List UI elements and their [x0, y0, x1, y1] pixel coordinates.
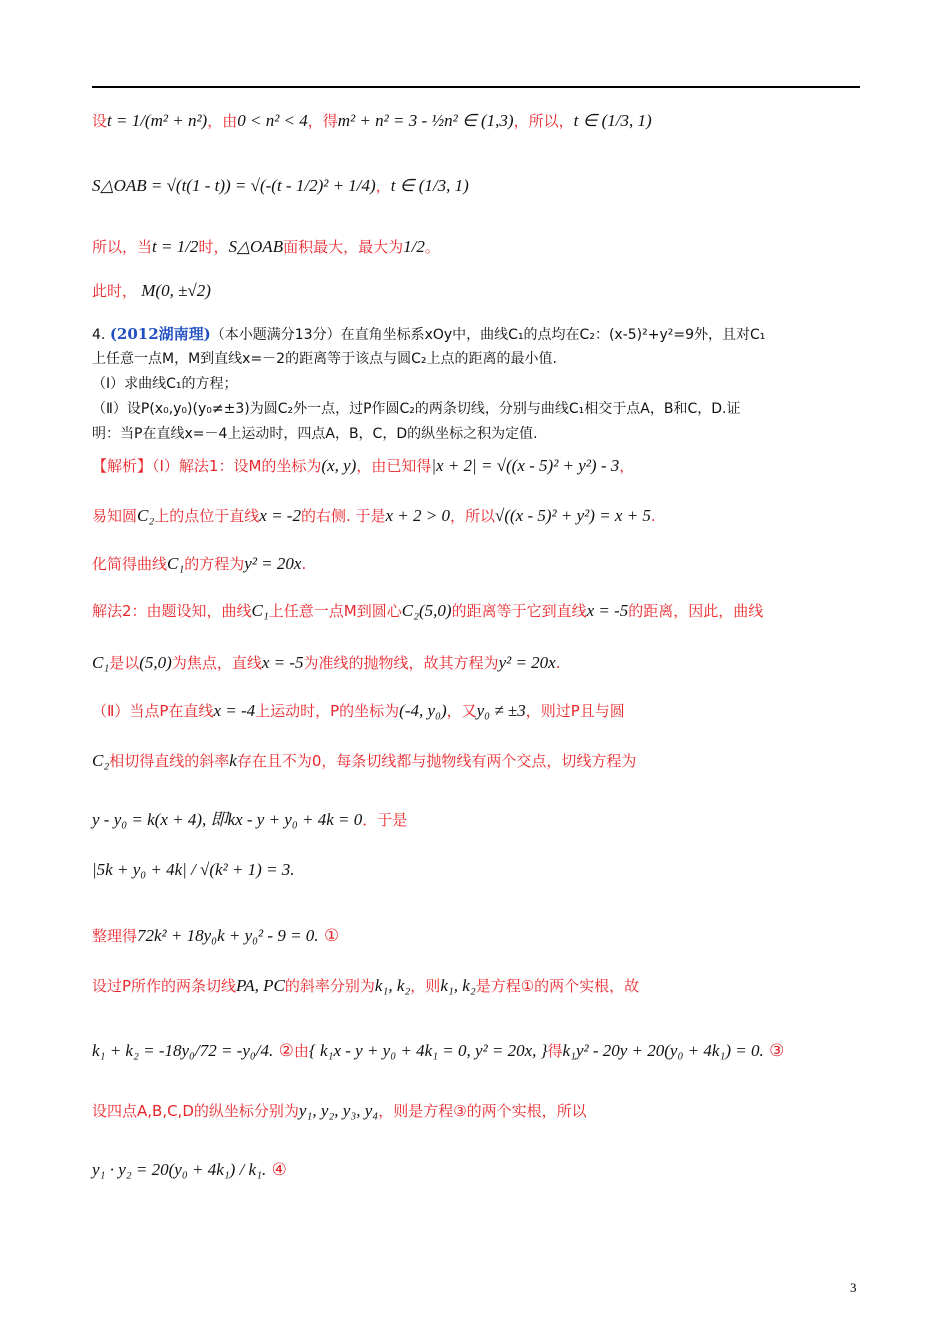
math-expression: y² = 20x — [244, 554, 302, 573]
text-line — [92, 750, 636, 771]
math-expression: C₁ — [92, 653, 110, 672]
text-segment: . — [555, 654, 561, 672]
math-expression: t = 1/2 — [152, 237, 199, 256]
math-expression: C₂(5,0) — [401, 601, 452, 620]
text-segment: . — [301, 555, 307, 573]
text-segment: 上的点位于直线 — [154, 507, 260, 525]
text-segment: 4. — [92, 327, 110, 343]
math-expression: t ∈ (1/3, 1) — [573, 111, 652, 130]
math-expression: 1/2 — [403, 237, 425, 256]
math-expression: { k₁x - y + y₀ + 4k₁ = 0, y² = 20x, } — [308, 1041, 548, 1060]
math-expression: k — [229, 751, 237, 770]
text-segment: 得 — [547, 1042, 563, 1060]
text-segment: 面积最大，最大为 — [283, 238, 404, 256]
text-segment: （Ⅱ）当点P在直线 — [92, 702, 214, 720]
text-segment: 时， — [198, 238, 229, 256]
text-segment: ，由已知得 — [356, 457, 432, 475]
text-segment: 【解析】（Ⅰ）解法1：设M的坐标为 — [92, 457, 322, 475]
text-segment: ② — [273, 1041, 294, 1061]
text-segment: 是方程①的两个实根，故 — [475, 977, 640, 995]
math-expression: (5,0) — [139, 653, 172, 672]
text-segment: 整理得 — [92, 927, 138, 945]
text-line — [92, 110, 652, 131]
text-segment: ，所以， — [513, 112, 574, 130]
math-expression: x + 2 > 0 — [385, 506, 451, 525]
math-expression: k₁ + k₂ = -18y₀/72 = -y₀/4. — [92, 1041, 274, 1060]
text-segment: 所以，当 — [92, 238, 153, 256]
text-segment: ，得 — [307, 112, 338, 130]
text-segment: ，又 — [446, 702, 477, 720]
text-segment: 易知圆 — [92, 507, 138, 525]
text-segment: ③ — [763, 1041, 785, 1061]
text-segment: 相切得直线的斜率 — [109, 752, 230, 770]
text-segment: ， — [619, 457, 635, 475]
math-expression: S△OAB = √(t(1 - t)) = √(-(t - 1/2)² + 1/4) — [92, 176, 376, 195]
math-expression: PA, PC — [236, 976, 285, 995]
math-expression: √((x - 5)² + y²) = x + 5 — [495, 506, 651, 525]
math-expression: C₂ — [92, 751, 110, 770]
text-segment: 的距离等于它到直线 — [451, 602, 587, 620]
text-line — [92, 175, 469, 196]
text-segment: ， — [375, 177, 391, 195]
text-line — [92, 455, 634, 476]
text-line — [92, 553, 306, 574]
text-segment: 的方程为 — [184, 555, 245, 573]
text-segment: ．于是 — [362, 811, 408, 829]
math-expression: 0 < n² < 4 — [237, 111, 308, 130]
text-line — [92, 1160, 287, 1180]
text-line — [92, 925, 339, 946]
text-line — [92, 423, 538, 443]
text-segment: 存在且不为0，每条切线都与抛物线有两个交点，切线方程为 — [236, 752, 637, 770]
text-segment: 解法2：由题设知，曲线 — [92, 602, 252, 620]
text-segment: 的右侧. 于是 — [300, 507, 386, 525]
text-line — [92, 236, 440, 257]
math-expression: t ∈ (1/3, 1) — [390, 176, 469, 195]
text-line — [92, 280, 211, 301]
math-expression: M(0, ±√2) — [137, 281, 211, 300]
text-segment: （Ⅱ）设P(x₀,y₀)(y₀≠±3)为圆C₂外一点，过P作圆C₂的两条切线，分别与曲线C₁相交于点A，B和C，D.证 — [92, 401, 741, 417]
text-segment: （本小题满分13分）在直角坐标系xOy中，曲线C₁的点均在C₂：(x-5)²+y²=9外，且对C₁ — [210, 327, 766, 343]
text-segment: ④ — [266, 1160, 287, 1180]
text-segment: ，则 — [410, 977, 441, 995]
math-expression: C₁ — [251, 601, 269, 620]
math-expression: y - y₀ = k(x + 4), 即kx - y + y₀ + 4k = 0 — [92, 810, 363, 829]
text-segment: 上运动时，P的坐标为 — [255, 702, 400, 720]
text-line — [92, 323, 765, 344]
text-line — [92, 975, 639, 996]
math-expression: k₁, k₂ — [374, 976, 411, 995]
text-segment: 化简得曲线 — [92, 555, 168, 573]
text-line — [92, 1100, 587, 1121]
text-segment: 为准线的抛物线，故其方程为 — [303, 654, 499, 672]
math-expression: 72k² + 18y₀k + y₀² - 9 = 0. — [137, 926, 319, 945]
math-expression: y₁, y₂, y₃, y₄ — [298, 1101, 379, 1120]
text-segment: 此时， — [92, 282, 138, 300]
math-expression: k₁, k₂ — [440, 976, 476, 995]
math-expression: y₁ · y₂ = 20(y₀ + 4k₁) / k₁. — [92, 1160, 267, 1179]
text-segment: ，由 — [207, 112, 238, 130]
text-line — [92, 505, 656, 526]
text-segment: ，则是方程③的两个实根，所以 — [378, 1102, 587, 1120]
text-segment: 明：当P在直线x=－4上运动时，四点A，B，C，D的纵坐标之积为定值. — [92, 426, 538, 442]
text-segment: 为焦点，直线 — [171, 654, 262, 672]
math-expression: (-4, y₀) — [399, 701, 447, 720]
text-segment: 的斜率分别为 — [284, 977, 375, 995]
text-segment: ，则过P且与圆 — [525, 702, 625, 720]
text-line — [92, 652, 561, 673]
math-expression: |x + 2| = √((x - 5)² + y²) - 3 — [431, 456, 620, 475]
math-expression: C₂ — [137, 506, 155, 525]
text-segment: 上任意一点M到圆心 — [268, 602, 402, 620]
text-segment: 由 — [293, 1042, 309, 1060]
text-segment: ，所以 — [450, 507, 496, 525]
text-segment: 的距离，因此，曲线 — [628, 602, 764, 620]
text-segment: (2012湖南理) — [109, 325, 211, 343]
text-segment: 设过P所作的两条切线 — [92, 977, 237, 995]
text-line — [92, 1040, 784, 1061]
math-expression: m² + n² = 3 - ½n² ∈ (1,3) — [337, 111, 514, 130]
text-segment: ① — [318, 926, 340, 946]
header-rule — [92, 86, 860, 88]
math-expression: t = 1/(m² + n²) — [107, 111, 208, 130]
math-expression: x = -2 — [259, 506, 301, 525]
math-expression: S△OAB — [228, 237, 284, 256]
math-expression: x = -5 — [261, 653, 304, 672]
page-number: 3 — [850, 1280, 857, 1295]
text-line — [92, 700, 625, 721]
math-expression: (x, y) — [321, 456, 357, 475]
text-line — [92, 600, 763, 621]
text-segment: 上任意一点M，M到直线x=－2的距离等于该点与圆C₂上点的距离的最小值. — [92, 351, 557, 367]
math-expression: x = -5 — [586, 601, 629, 620]
text-segment: 设四点A,B,C,D的纵坐标分别为 — [92, 1102, 299, 1120]
math-expression: k₁y² - 20y + 20(y₀ + 4k₁) = 0. — [562, 1041, 764, 1060]
text-line — [92, 398, 740, 418]
text-segment: 设 — [92, 112, 108, 130]
text-line — [92, 805, 407, 830]
text-line — [92, 348, 557, 368]
text-line — [92, 373, 238, 393]
math-expression: x = -4 — [213, 701, 256, 720]
text-segment: 。 — [424, 238, 440, 256]
math-expression: y² = 20x — [498, 653, 556, 672]
math-expression: C₁ — [167, 554, 185, 573]
text-segment: （Ⅰ）求曲线C₁的方程； — [92, 376, 238, 392]
text-segment: . — [650, 507, 656, 525]
text-segment: 是以 — [109, 654, 140, 672]
text-line — [92, 860, 295, 880]
math-expression: |5k + y₀ + 4k| / √(k² + 1) = 3. — [92, 860, 295, 879]
math-expression: y₀ ≠ ±3 — [476, 701, 526, 720]
